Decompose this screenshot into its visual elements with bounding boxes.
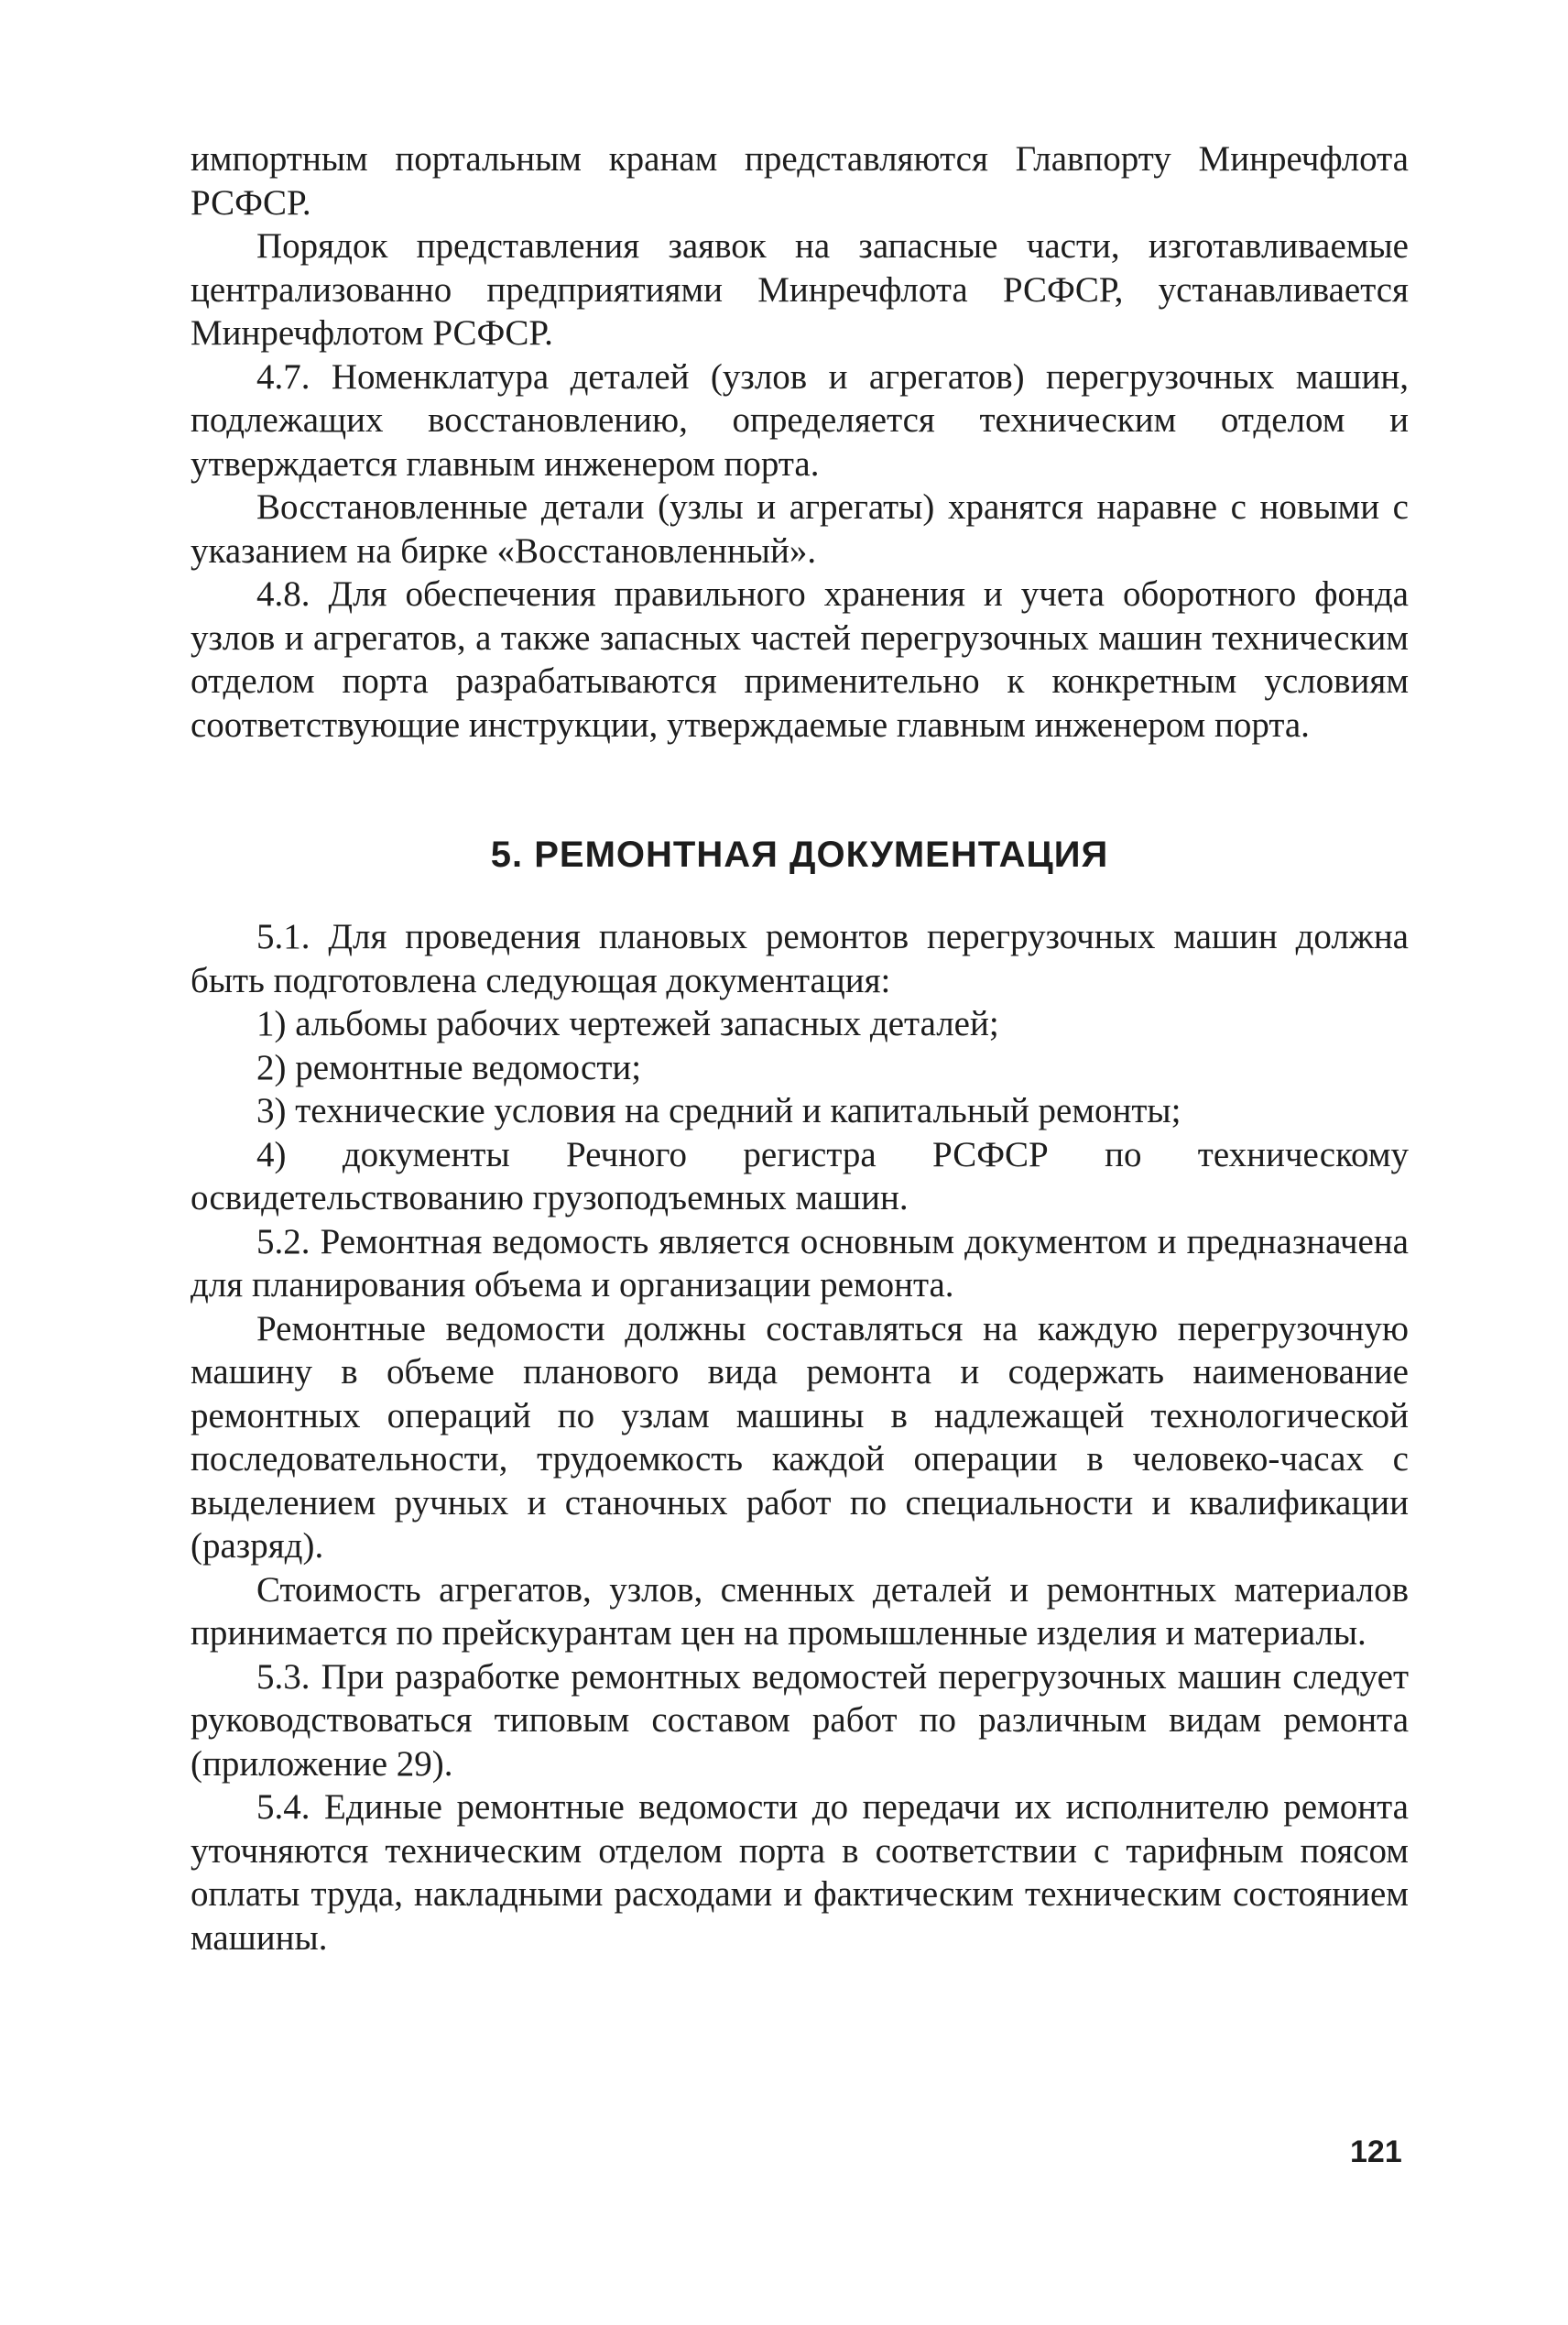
paragraph-5-3: 5.3. При разработке ремонтных ведомостей перегрузочных машин следует руководствоваться типовым составом работ по различным видам ремонта (приложение 29). bbox=[191, 1656, 1409, 1784]
document-page bbox=[191, 137, 1409, 1959]
list-item: 4) документы Речного регистра РСФСР по техническому освидетельствованию грузоподъемных машин. bbox=[191, 1134, 1409, 1217]
paragraph: Восстановленные детали (узлы и агрегаты) хранятся наравне с новыми с указанием на бирке «Восстановленный». bbox=[191, 487, 1409, 571]
list-item: 2) ремонтные ведомости; bbox=[256, 1047, 642, 1087]
paragraph-4-7: 4.7. Номенклатура деталей (узлов и агрегатов) перегрузочных машин, подлежащих восстановлению, определяется техническим отделом и утверждается главным инженером порта. bbox=[191, 356, 1409, 484]
page-number: 121 bbox=[1350, 2134, 1402, 2169]
paragraph: Стоимость агрегатов, узлов, сменных деталей и ремонтных материалов принимается по прейскурантам цен на промышленные изделия и материалы. bbox=[191, 1569, 1409, 1653]
list-item: 1) альбомы рабочих чертежей запасных деталей; bbox=[256, 1004, 999, 1043]
paragraph: Ремонтные ведомости должны составляться на каждую перегрузочную машину в объеме планового вида ремонта и содержать наименование ремонтных операций по узлам машины в надлежащей технологической последовательности, трудоемкость каждой операции в человеко-часах с выделением ручных и станочных работ по специальности и квалификации (разряд). bbox=[191, 1308, 1409, 1566]
list-item: 3) технические условия на средний и капитальный ремонты; bbox=[256, 1091, 1181, 1130]
paragraph-continuation: импортным портальным кранам представляются Главпорту Минречфлота РСФСР. bbox=[191, 139, 1409, 223]
paragraph-5-4: 5.4. Единые ремонтные ведомости до передачи их исполнителю ремонта уточняются техническим отделом порта в соответствии с тарифным поясом оплаты труда, накладными расходами и фактическим техническим состоянием машины. bbox=[191, 1787, 1409, 1958]
paragraph-4-8: 4.8. Для обеспечения правильного хранения и учета оборотного фонда узлов и агрегатов, а также запасных частей перегрузочных машин техническим отделом порта разрабатываются применительно к конкретным условиям соответствующие инструкции, утверждаемые главным инженером порта. bbox=[191, 574, 1409, 745]
paragraph-5-2: 5.2. Ремонтная ведомость является основным документом и предназначена для планирования объема и организации ремонта. bbox=[191, 1221, 1409, 1304]
section-heading: 5. РЕМОНТНАЯ ДОКУМЕНТАЦИЯ bbox=[490, 835, 1109, 875]
paragraph: Порядок представления заявок на запасные части, изготавливаемые централизованно предприятиями Минречфлота РСФСР, устанавливается Минречфлотом РСФСР. bbox=[191, 226, 1409, 353]
paragraph-5-1: 5.1. Для проведения плановых ремонтов перегрузочных машин должна быть подготовлена следующая документация: bbox=[191, 917, 1409, 1000]
